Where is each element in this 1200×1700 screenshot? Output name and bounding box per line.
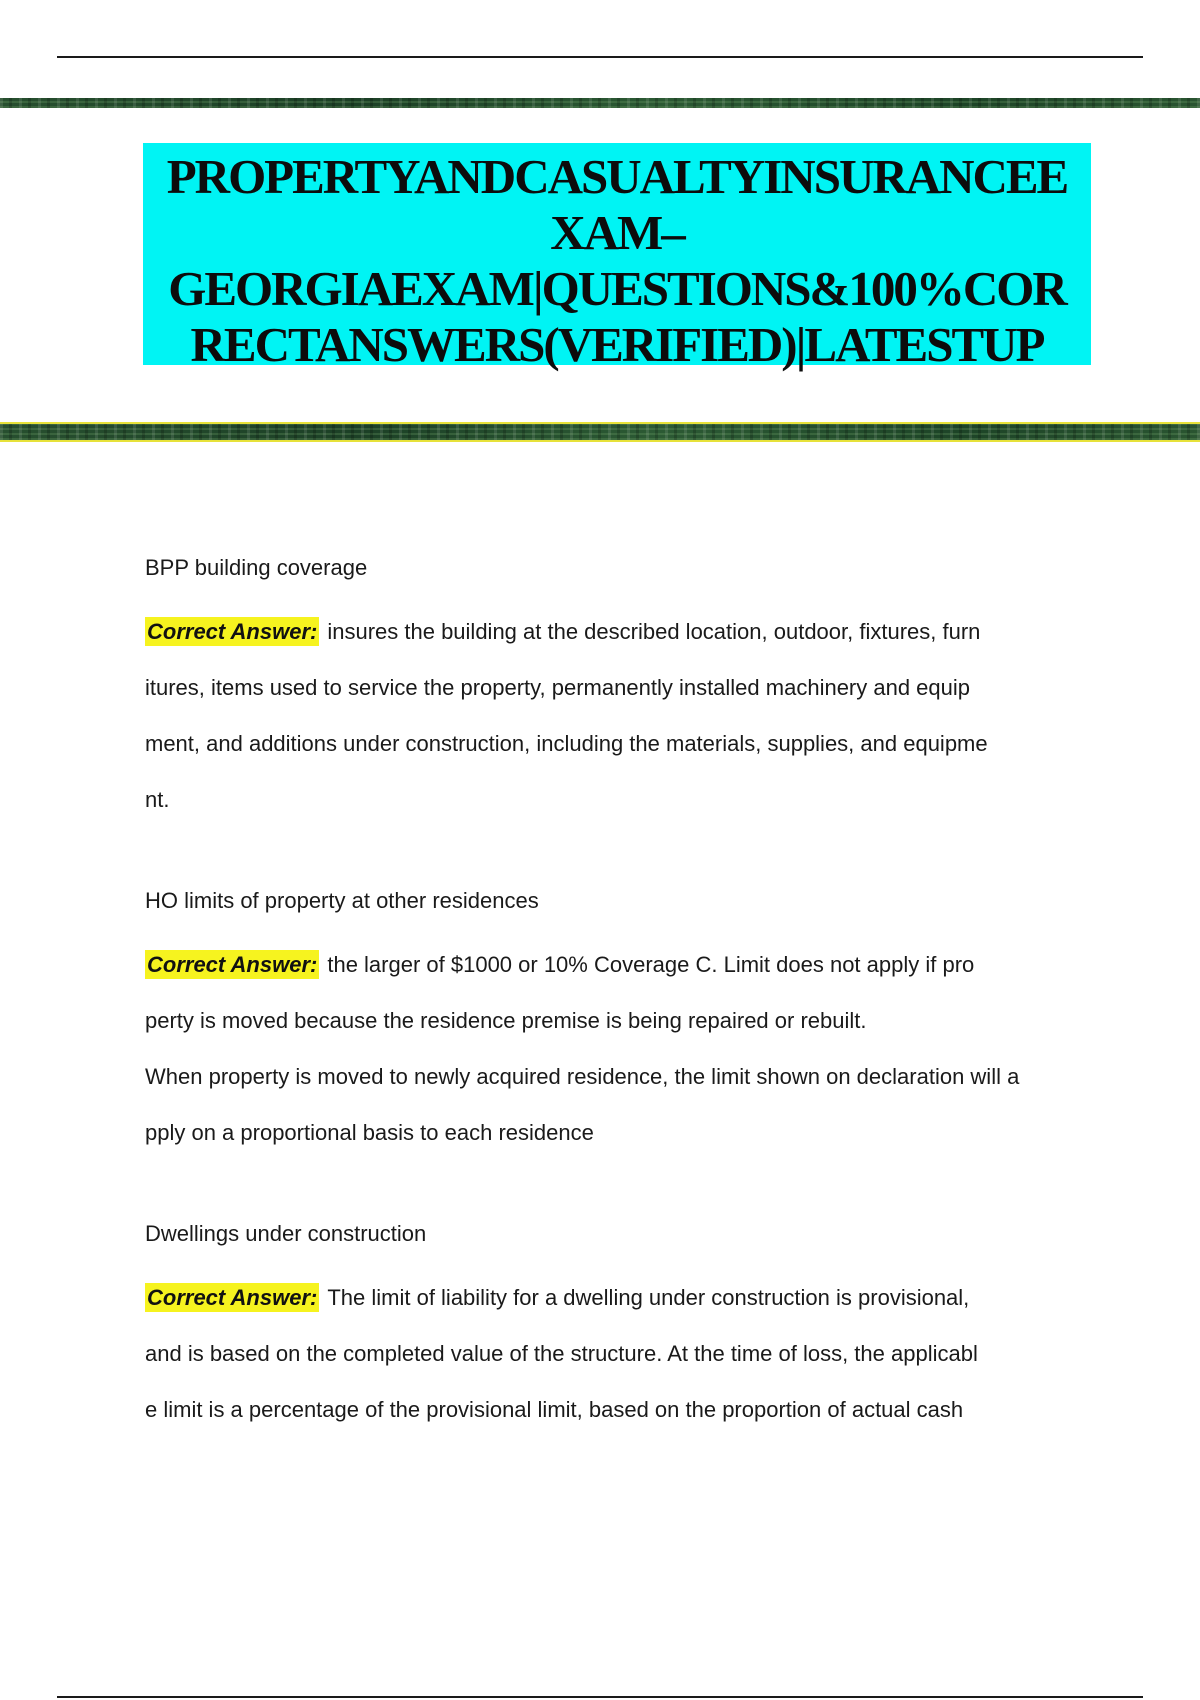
top-rule [57,56,1143,58]
document-title-line: RECTANSWERS(VERIFIED)|LATESTUP [190,317,1044,372]
decorative-band-bottom [0,422,1200,442]
answer-line: e limit is a percentage of the provisional limit, based on the proportion of actual cash [145,1397,964,1422]
correct-answer-badge: Correct Answer: [147,1285,318,1310]
document-title-line: XAM– [550,205,684,260]
qa-list [145,548,1125,1491]
document-title-box [143,143,1091,372]
answer-line: itures, items used to service the property, permanently installed machinery and equip [145,675,971,700]
qa-item [145,548,1125,828]
answer-text: the larger of $1000 or 10% Coverage C. Limit does not apply if pro [327,952,975,977]
question-text: Dwellings under construction [145,1221,427,1246]
answer-line: nt. [145,787,170,812]
correct-answer-badge: Correct Answer: [147,619,318,644]
answer-line: and is based on the completed value of the structure. At the time of loss, the applicabl [145,1341,978,1366]
answer-line [145,604,1125,660]
answer-line: perty is moved because the residence premise is being repaired or rebuilt. [145,1008,867,1033]
answer-line: pply on a proportional basis to each residence [145,1120,594,1145]
bottom-rule [57,1696,1143,1698]
question-text: BPP building coverage [145,555,368,580]
qa-item [145,1214,1125,1438]
answer-text: insures the building at the described location, outdoor, fixtures, furn [327,619,981,644]
question-text: HO limits of property at other residences [145,888,539,913]
answer-line [145,1270,1125,1326]
answer-line: When property is moved to newly acquired residence, the limit shown on declaration will a [145,1064,1020,1089]
answer-line: ment, and additions under construction, including the materials, supplies, and equipme [145,731,988,756]
document-title-line: GEORGIAEXAM|QUESTIONS&100%COR [168,261,1066,316]
document-title-line: PROPERTYANDCASUALTYINSURANCEE [166,149,1068,204]
decorative-band-top [0,98,1200,108]
answer-text: The limit of liability for a dwelling under construction is provisional, [327,1285,970,1310]
answer-line [145,937,1125,993]
qa-item [145,881,1125,1161]
correct-answer-badge: Correct Answer: [147,952,318,977]
